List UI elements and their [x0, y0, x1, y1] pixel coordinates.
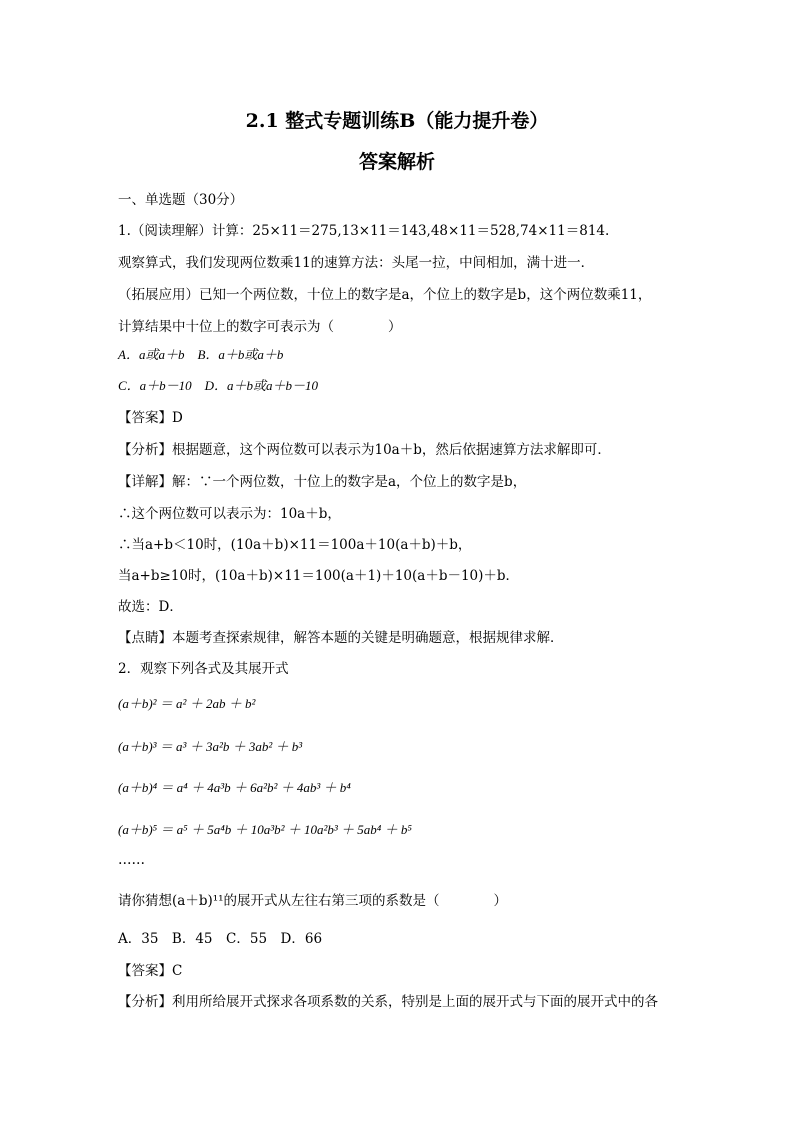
q1-detail-step3: 当a+b≥10时，(10a＋b)×11＝100(a＋1)＋10(a＋b－10)＋b．: [118, 568, 520, 584]
q1-extension: （拓展应用）已知一个两位数，十位上的数字是a，个位上的数字是b，这个两位数乘11，: [118, 287, 652, 303]
q2-expansion-3: (a＋b)³ ＝ a³ ＋ 3a²b ＋ 3ab² ＋ b³: [118, 739, 303, 754]
q2-ellipsis: ……: [118, 852, 145, 868]
q1-stem: 1.（阅读理解）计算：25×11＝275,13×11＝143,48×11＝528,74×11＝814.: [118, 223, 610, 239]
q1-detail-step2: ∴当a+b＜10时，(10a＋b)×11＝100a＋10(a＋b)＋b，: [118, 537, 472, 553]
q2-answer: 【答案】C: [118, 963, 183, 979]
q1-comment: 【点睛】本题考查探索规律，解答本题的关键是明确题意，根据规律求解．: [118, 630, 564, 646]
q2-question: 请你猜想(a＋b)¹¹的展开式从左往右第三项的系数是（ ）: [118, 893, 508, 909]
q1-answer: 【答案】D: [118, 410, 183, 426]
q1-analysis: 【分析】根据题意，这个两位数可以表示为10a＋b，然后依据速算方法求解即可．: [118, 442, 611, 458]
document-subtitle: 答案解析: [358, 151, 435, 173]
q1-choice: 故选：D．: [118, 599, 183, 615]
section-heading: 一、单选题（30分）: [118, 192, 244, 208]
q1-question: 计算结果中十位上的数字可表示为（ ）: [118, 319, 402, 335]
q2-stem: 2．观察下列各式及其展开式: [118, 661, 289, 677]
q2-expansion-4: (a＋b)⁴ ＝ a⁴ ＋ 4a³b ＋ 6a²b² ＋ 4ab³ ＋ b⁴: [118, 780, 351, 795]
q1-observation: 观察算式，我们发现两位数乘11的速算方法：头尾一拉，中间相加，满十进一．: [118, 255, 595, 271]
q2-expansion-2: (a＋b)² ＝ a² ＋ 2ab ＋ b²: [118, 696, 256, 711]
q2-expansion-5: (a＋b)⁵ ＝ a⁵ ＋ 5a⁴b ＋ 10a³b² ＋ 10a²b³ ＋ 5ab⁴ ＋ b⁵: [118, 822, 412, 837]
q1-detail-step1: ∴这个两位数可以表示为：10a＋b，: [118, 506, 341, 522]
q2-options: A．35 B．45 C．55 D．66: [118, 931, 323, 947]
document-title: 2.1 整式专题训练B（能力提升卷）: [245, 110, 549, 132]
q1-detail: 【详解】解：∵一个两位数，十位上的数字是a，个位上的数字是b，: [118, 474, 527, 490]
q1-options-cd: C．a＋b－10 D．a＋b或a＋b－10: [118, 378, 319, 393]
q1-options-ab: A．a或a＋b B．a＋b或a＋b: [118, 347, 284, 362]
q2-analysis: 【分析】利用所给展开式探求各项系数的关系，特别是上面的展开式与下面的展开式中的各: [118, 994, 658, 1010]
